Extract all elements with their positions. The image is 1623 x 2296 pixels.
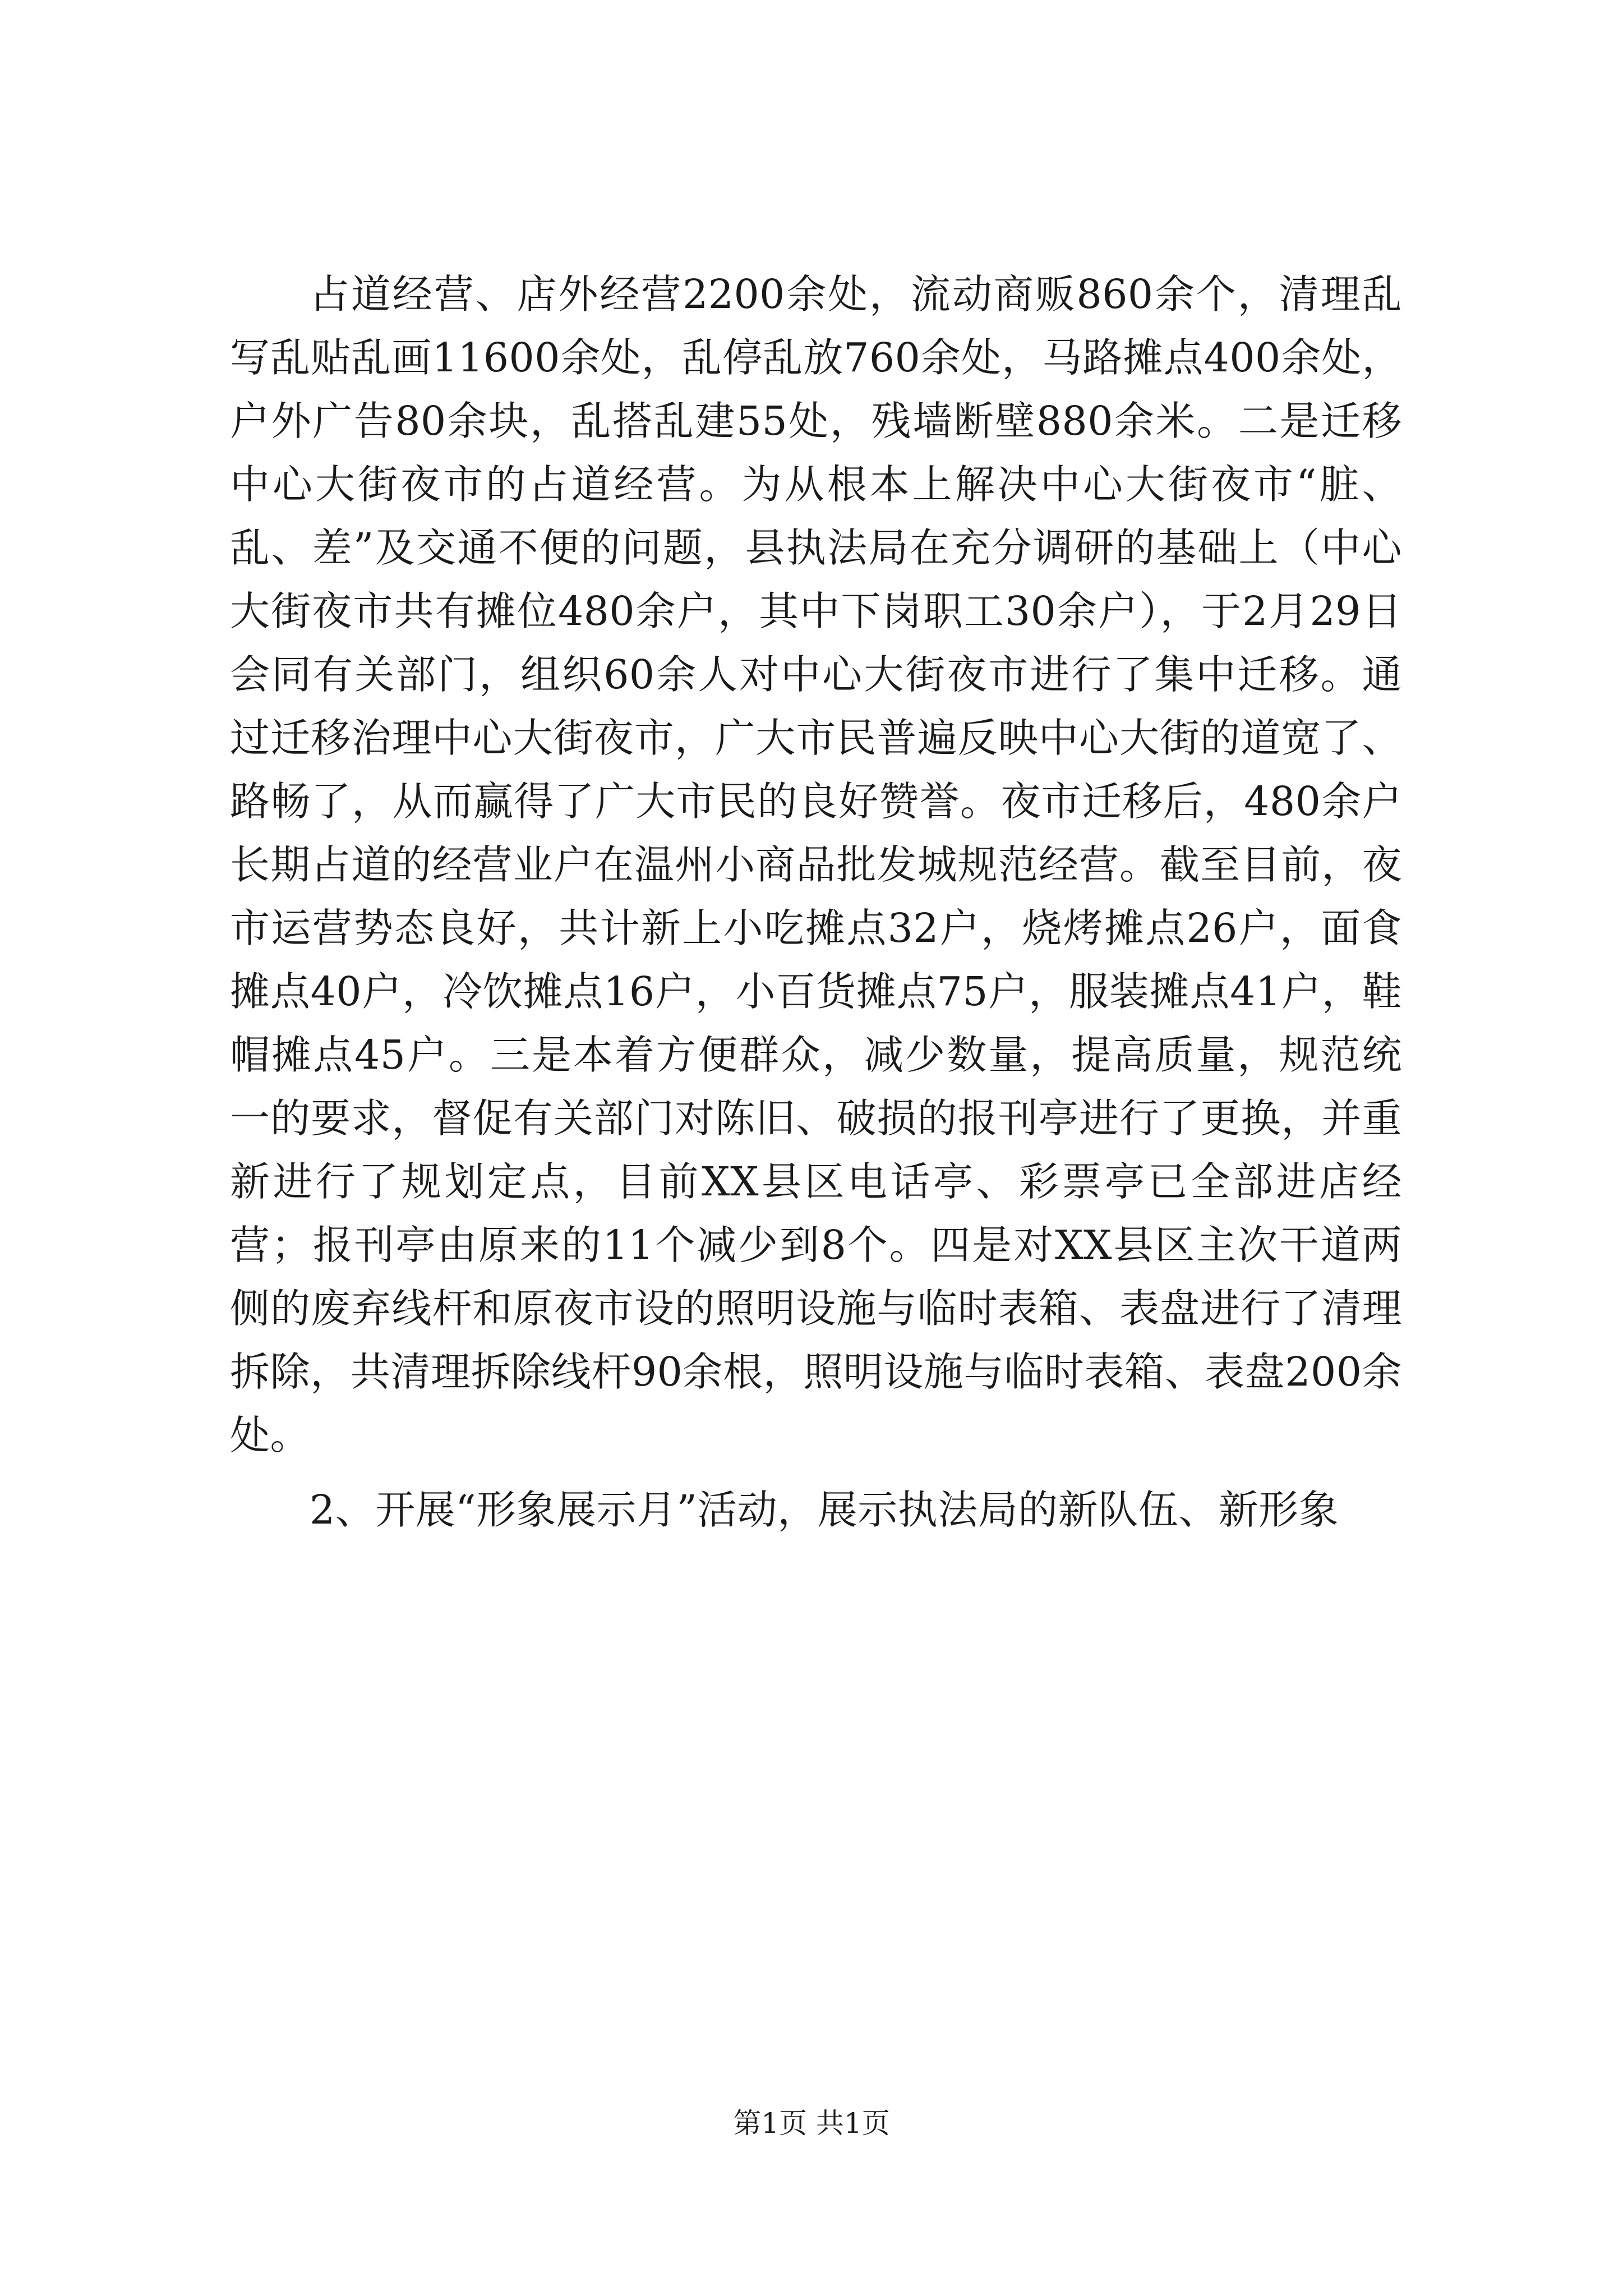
page-footer [0,2106,1623,2140]
body-paragraph-1: 占道经营、店外经营2200余处，流动商贩860余个，清理乱写乱贴乱画11600余处，乱停乱放760余处，马路摊点400余处，户外广告80余块，乱搭乱建55处，残墙断壁880余米。二是迁移中心大街夜市的占道经营。为从根本上解决中心大街夜市“脏、乱、差”及交通不便的问题，县执法局在充分调研的基础上（中心大街夜市共有摊位480余户，其中下岗职工30余户），于2月29日会同有关部门，组织60余人对中心大街夜市进行了集中迁移。通过迁移治理中心大街夜市，广大市民普遍反映中心大街的道宽了、路畅了，从而赢得了广大市民的良好赞誉。夜市迁移后，480余户长期占道的经营业户在温州小商品批发城规范经营。截至目前，夜市运营势态良好，共计新上小吃摊点32户，烧烤摊点26户，面食摊点40户，冷饮摊点16户，小百货摊点75户，服装摊点41户，鞋帽摊点45户。三是本着方便群众，减少数量，提高质量，规范统一的要求，督促有关部门对陈旧、破损的报刊亭进行了更换，并重新进行了规划定点，目前XX县区电话亭、彩票亭已全部进店经营；报刊亭由原来的11个减少到8个。四是对XX县区主次干道两侧的废弃线杆和原夜市设的照明设施与临时表箱、表盘进行了清理拆除，共清理拆除线杆90余根，照明设施与临时表箱、表盘200余处。 [230,271,1402,1458]
body-paragraph-2: 2、开展“形象展示月”活动，展示执法局的新队伍、新形象 [310,1487,1339,1533]
page-number-label: 第1页 共1页 [733,2107,890,2139]
document-body [230,263,1402,1542]
